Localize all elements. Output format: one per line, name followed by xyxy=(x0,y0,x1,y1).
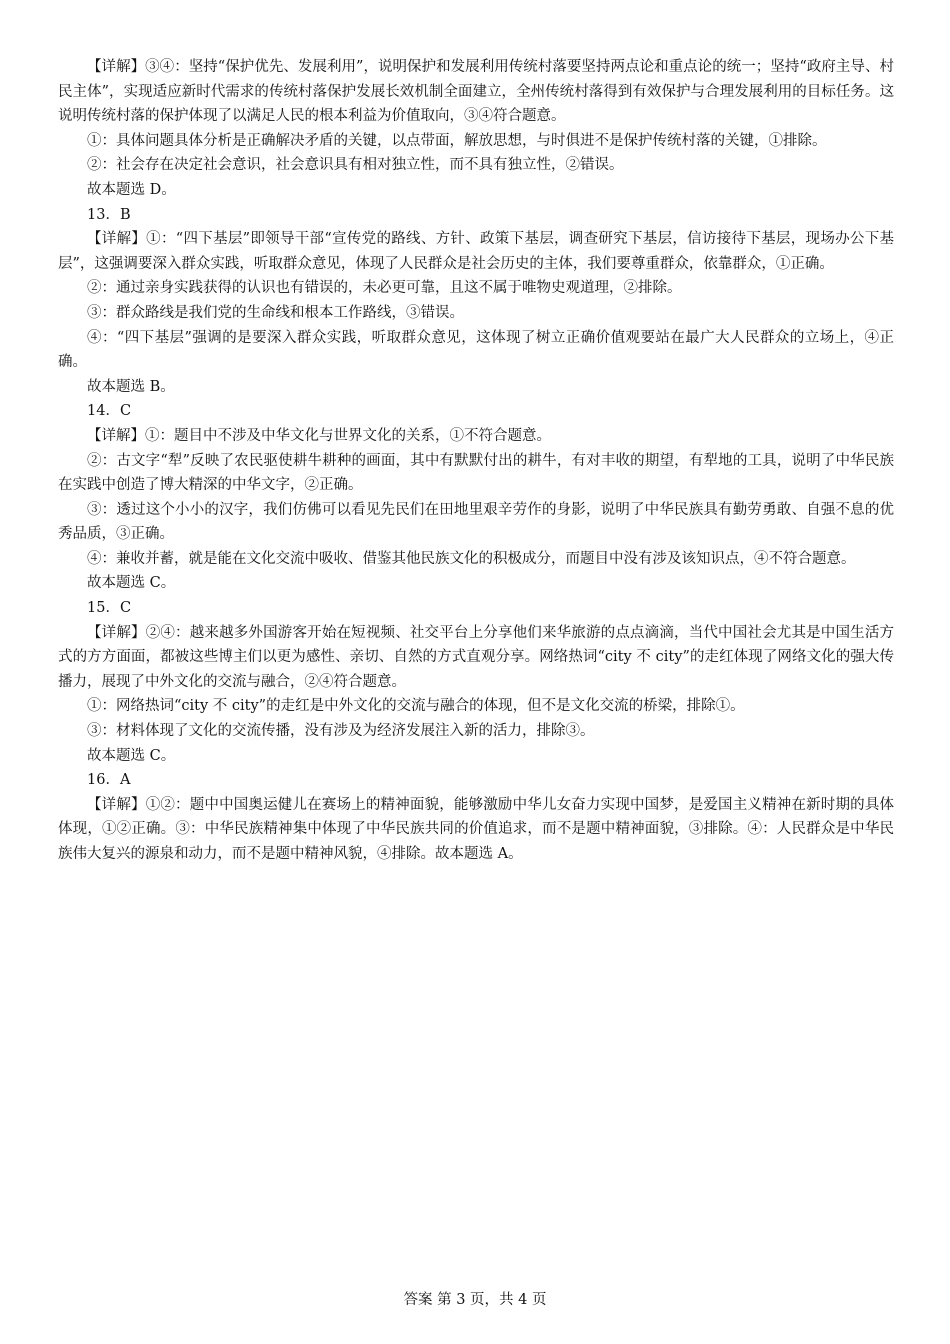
explanation-q13-part-a: 【详解】①：“四下基层”即领导干部“宣传党的路线、方针、政策下基层，调查研究下基层，信访接待下基层，现场办公下基层”，这强调要深入群众实践，听取群众意见，体现了人民群众是社会历史的主体，我们要尊重群众，依靠群众，①正确。 xyxy=(58,231,894,272)
question-number-15: 15．C xyxy=(87,600,132,617)
explanation-q14-part-d: ④：兼收并蓄，就是能在文化交流中吸收、借鉴其他民族文化的积极成分，而题目中没有涉及该知识点，④不符合题意。 xyxy=(87,550,856,567)
question-number-13: 13．B xyxy=(87,206,131,223)
explanation-q13-part-c: ③：群众路线是我们党的生命线和根本工作路线，③错误。 xyxy=(87,304,464,321)
explanation-q12-part-b: ①：具体问题具体分析是正确解决矛盾的关键，以点带面，解放思想，与时俱进不是保护传统村落的关键，①排除。 xyxy=(87,132,827,149)
answer-conclusion-q15: 故本题选 C。 xyxy=(87,747,176,764)
question-number-14: 14．C xyxy=(87,403,132,420)
explanation-q15-part-a: 【详解】②④：越来越多外国游客开始在短视频、社交平台上分享他们来华旅游的点点滴滴，当代中国社会尤其是中国生活方式的方方面面，都被这些博主们以更为感性、亲切、自然的方式直观分享。网络热词“city 不 city”的走红体现了网络文化的强大传播力，展现了中外文化的交流与融合，②④符合题意。 xyxy=(58,624,894,690)
explanation-q14-part-c: ③：透过这个小小的汉字，我们仿佛可以看见先民们在田地里艰辛劳作的身影，说明了中华民族具有勤劳勇敢、自强不息的优秀品质，③正确。 xyxy=(58,501,894,543)
explanation-q14-part-b: ②：古文字“犁”反映了农民驱使耕牛耕种的画面，其中有默默付出的耕牛，有对丰收的期望，有犁地的工具，说明了中华民族在实践中创造了博大精深的中华文字，②正确。 xyxy=(58,452,894,494)
explanation-q15-part-c: ③：材料体现了文化的交流传播，没有涉及为经济发展注入新的活力，排除③。 xyxy=(87,723,595,740)
answer-conclusion-q14: 故本题选 C。 xyxy=(87,575,176,592)
answer-content xyxy=(58,55,894,867)
explanation-q12-part-c: ②：社会存在决定社会意识，社会意识具有相对独立性，而不具有独立性，②错误。 xyxy=(87,157,624,174)
explanation-q12-part-a: 【详解】③④：坚持“保护优先、发展利用”，说明保护和发展利用传统村落要坚持两点论和重点论的统一；坚持“政府主导、村民主体”，实现适应新时代需求的传统村落保护发展长效机制全面建立，全州传统村落得到有效保护与合理发展利用的目标任务。这说明传统村落的保护体现了以满足人民的根本利益为价值取向，③④符合题意。 xyxy=(58,59,894,125)
answer-conclusion-q12: 故本题选 D。 xyxy=(87,181,176,198)
question-number-16: 16．A xyxy=(87,772,131,789)
explanation-q13-part-b: ②：通过亲身实践获得的认识也有错误的，未必更可靠，且这不属于唯物史观道理，②排除。 xyxy=(87,280,682,297)
answer-conclusion-q13: 故本题选 B。 xyxy=(87,378,175,395)
explanation-q14-part-a: 【详解】①：题目中不涉及中华文化与世界文化的关系，①不符合题意。 xyxy=(87,427,551,444)
page-footer: 答案 第 3 页，共 4 页 xyxy=(403,1292,547,1308)
explanation-q15-part-b: ①：网络热词“city 不 city”的走红是中外文化的交流与融合的体现，但不是文化交流的桥梁，排除①。 xyxy=(87,698,745,715)
explanation-q13-part-d: ④：“四下基层”强调的是要深入群众实践，听取群众意见，这体现了树立正确价值观要站在最广大人民群众的立场上，④正确。 xyxy=(58,329,894,371)
explanation-q16: 【详解】①②：题中中国奥运健儿在赛场上的精神面貌，能够激励中华儿女奋力实现中国梦，是爱国主义精神在新时期的具体体现，①②正确。③：中华民族精神集中体现了中华民族共同的价值追求，而不是题中精神面貌，③排除。④：人民群众是中华民族伟大复兴的源泉和动力，而不是题中精神风貌，④排除。故本题选 A。 xyxy=(58,796,894,862)
